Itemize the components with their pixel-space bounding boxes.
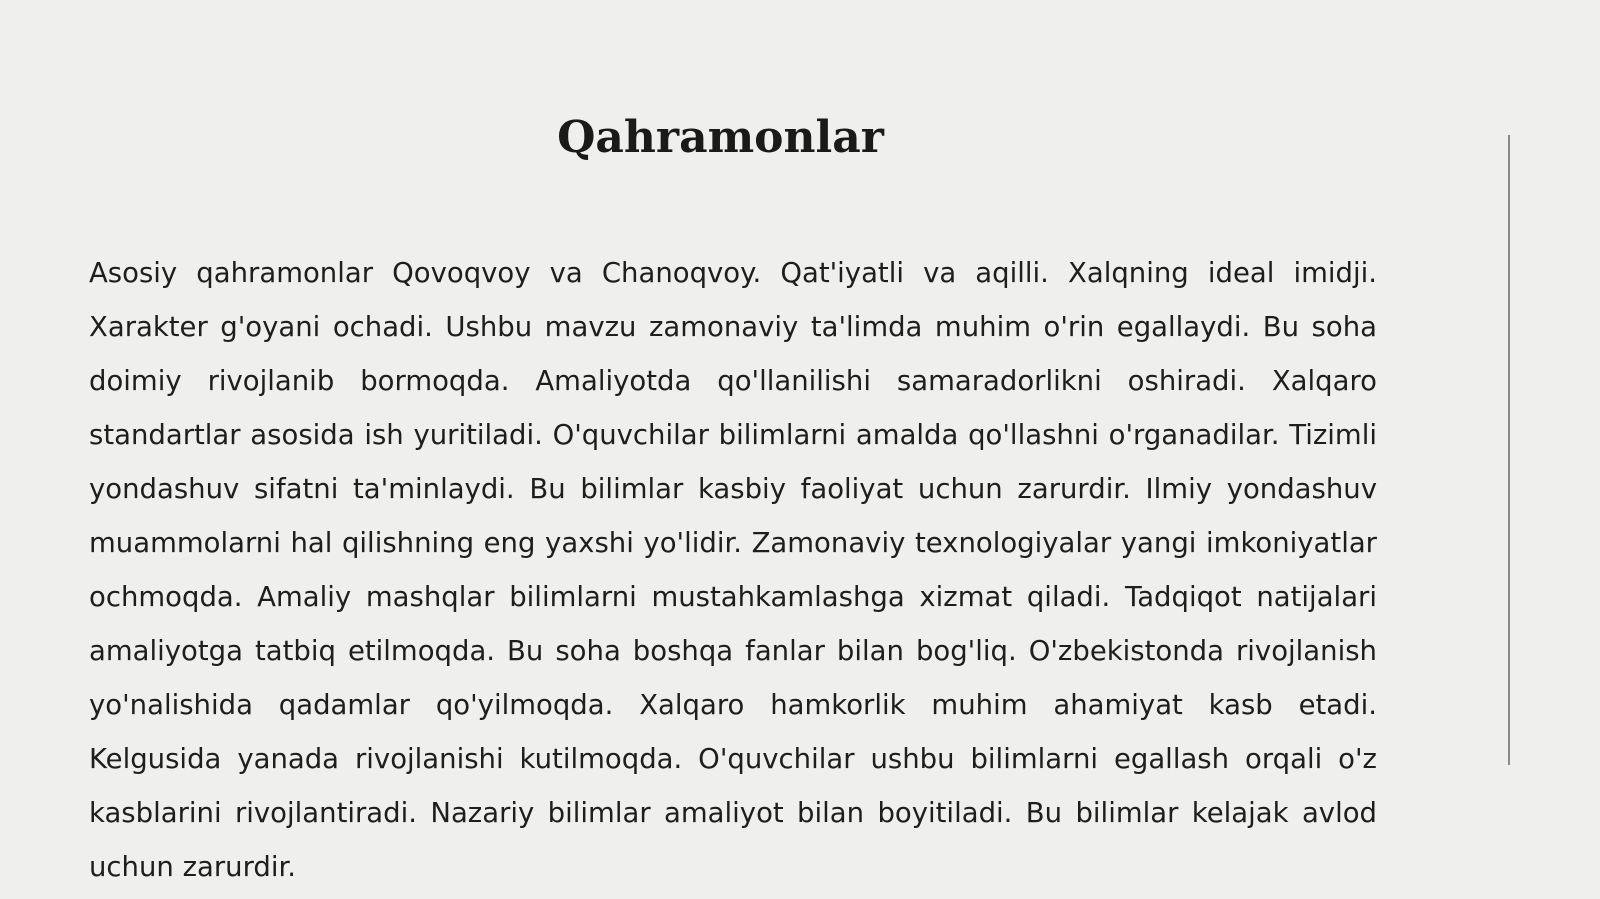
vertical-divider — [1508, 135, 1510, 765]
slide-body-text: Asosiy qahramonlar Qovoqvoy va Chanoqvoy. Qat'iyatli va aqilli. Xalqning ideal imidji. Xarakter g'oyani ochadi. Ushbu mavzu zamonaviy ta'limda muhim o'rin egallaydi. Bu soha doimiy rivojlanib bormoqda. Amaliyotda qo'llanilishi samaradorlikni oshiradi. Xalqaro standartlar asosida ish yuritiladi. O'quvchilar bilimlarni amalda qo'llashni o'rganadilar. Tizimli yondashuv sifatni ta'minlaydi. Bu bilimlar kasbiy faoliyat uchun zarurdir. Ilmiy yondashuv muammolarni hal qilishning eng yaxshi yo'lidir. Zamonaviy texnologiyalar yangi imkoniyatlar ochmoqda. Amaliy mashqlar bilimlarni mustahkamlashga xizmat qiladi. Tadqiqot natijalari amaliyotga tatbiq etilmoqda. Bu soha boshqa fanlar bilan bog'liq. O'zbekistonda rivojlanish yo'nalishida qadamlar qo'yilmoqda. Xalqaro hamkorlik muhim ahamiyat kasb etadi. Kelgusida yanada rivojlanishi kutilmoqda. O'quvchilar ushbu bilimlarni egallash orqali o'z kasblarini rivojlantiradi. Nazariy bilimlar amaliyot bilan boyitiladi. Bu bilimlar kelajak avlod uchun zarurdir. — [89, 257, 1377, 883]
slide-title: Qahramonlar — [557, 112, 884, 163]
